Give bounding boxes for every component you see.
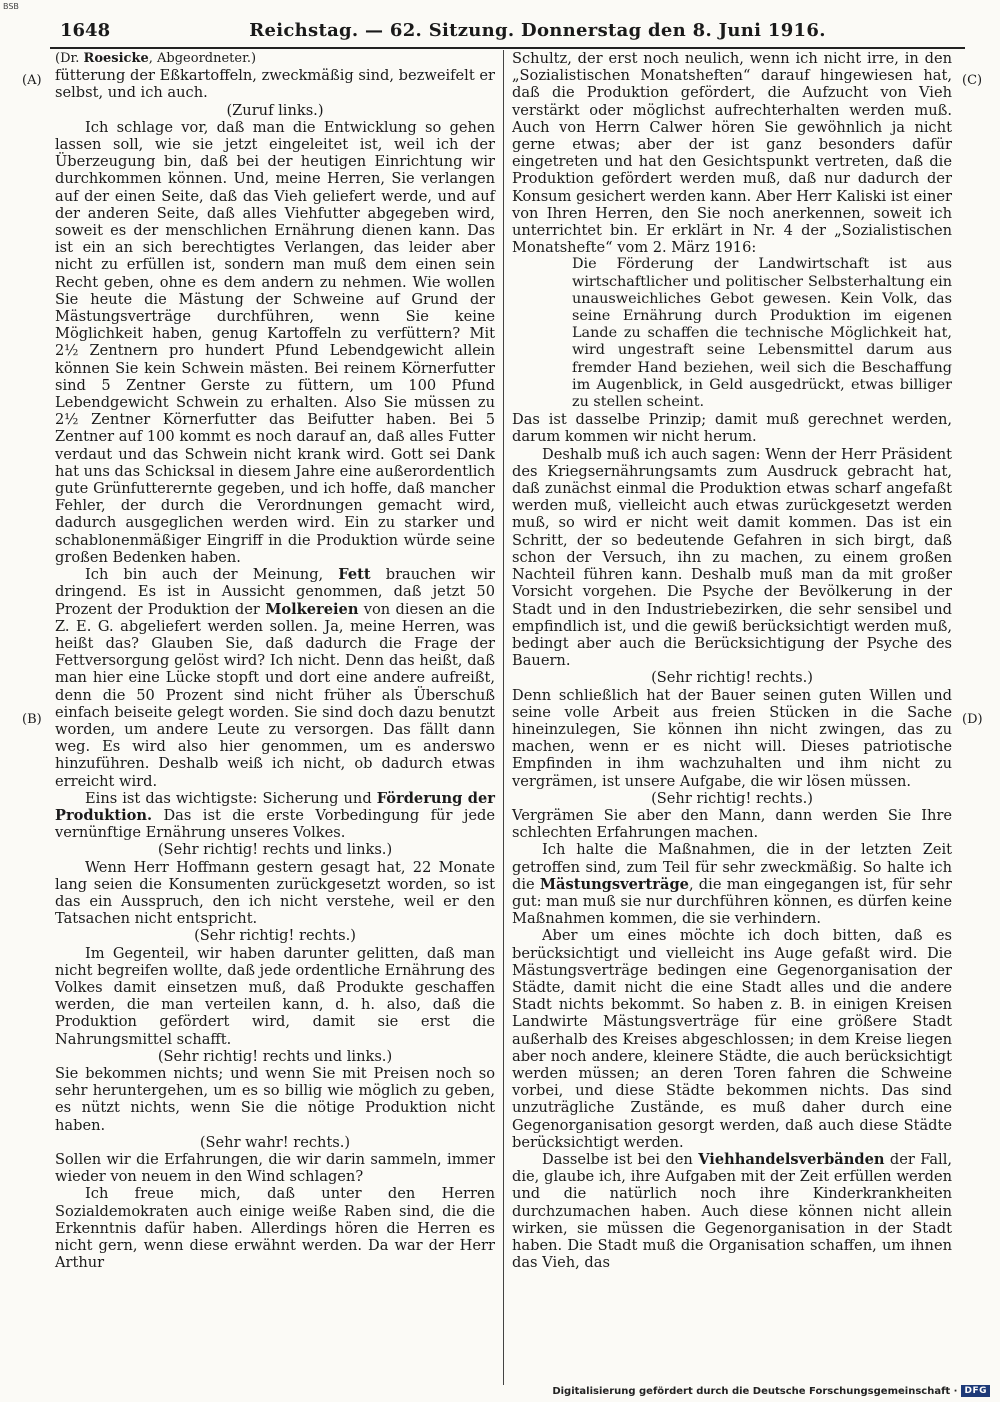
dfg-logo: DFG: [961, 1385, 990, 1397]
interjection: (Sehr wahr! rechts.): [199, 1133, 351, 1151]
speaker-role: , Abgeordneter.): [148, 51, 257, 66]
paragraph: Denn schließlich hat der Bauer seinen guten Willen und seine volle Arbeit aus freien Stücken in die Sache hineinzulegen, Sie können ihn nicht zwingen, das zu machen, wenn er es nicht will. Dieses patriotische Empfinden in ihm wachzuhalten und ihm nicht zu vergrämen, ist unsere Aufgabe, die wir lösen müssen.: [512, 686, 952, 790]
column-divider: [503, 50, 504, 1385]
text-run: Dasselbe ist bei den: [542, 1151, 699, 1168]
speaker-line: [55, 50, 495, 67]
margin-marker-b: (B): [22, 712, 42, 727]
text-run: der Fall, die, glaube ich, ihre Aufgaben mit der Zeit erfüllen werden und die natürlich noch ihre Kinderkrankheiten durchzumachen haben. Auch diese können nicht allein wirken, sie müssen die Gegenorganisation in der Stadt haben. Die Stadt muß die Organisation schaffen, um ihnen das Vieh, das: [512, 1151, 953, 1272]
interjection: (Sehr richtig! rechts.): [651, 789, 813, 807]
paragraph: Sie bekommen nichts; und wenn Sie mit Preisen noch so sehr heruntergehen, um es so billig wie möglich zu geben, es nützt nichts, wenn Sie die nötige Produktion nicht haben.: [55, 1064, 495, 1134]
text-run: brauchen wir dringend. Es ist in Aussicht genommen, daß jetzt 50 Prozent der Produktion der: [55, 566, 495, 618]
text-run: Eins ist das wichtigste: Sicherung und: [85, 789, 377, 807]
keyword-viehhandelsverbaende: Viehhandelsverbänden: [698, 1151, 885, 1168]
page-header: [50, 20, 965, 50]
speaker-prefix: (Dr.: [55, 51, 84, 66]
margin-marker-d: (D): [962, 712, 983, 727]
digitization-footer: [552, 1385, 990, 1397]
page-title: Reichstag. — 62. Sitzung. Donnerstag den 8. Juni 1916.: [249, 20, 826, 41]
keyword-molkereien: Molkereien: [265, 600, 359, 618]
library-stamp: BSB: [3, 2, 19, 11]
header-rule: [50, 47, 965, 49]
paragraph: [512, 841, 952, 927]
text-run: , die man eingegangen ist, für sehr gut: man muß sie nur durchführen können, es dürfen keine Maßnahmen kommen, die sie verhindern.: [512, 875, 952, 928]
paragraph: Das ist dasselbe Prinzip; damit muß gerechnet werden, darum kommen wir nicht herum.: [512, 411, 952, 446]
right-column: [512, 50, 952, 1271]
paragraph: [55, 566, 495, 790]
paragraph: Schultz, der erst noch neulich, wenn ich nicht irre, in den „Sozialistischen Monatsheften“ darauf hingewiesen hat, daß die Produktion gefördert, die Aufzucht von Vieh verstärkt oder möglichst aufrechterhalten werden muß. Auch von Herrn Calwer hören Sie gewöhnlich ja nicht gerne etwas; aber der ist ganz besonders dafür eingetreten und hat den Gesichtspunkt vertreten, daß die Produktion gefördert werden muß, daß nur dadurch der Konsum gesichert werden kann. Aber Herr Kaliski ist einer von Ihren Herren, den Sie noch anerkennen, soweit ich unterrichtet bin. Er erklärt in Nr. 4 der „Sozialistischen Monatshefte“ vom 2. März 1916:: [512, 50, 952, 257]
paragraph: Ich freue mich, daß unter den Herren Sozialdemokraten auch einige weiße Raben sind, die die Erkenntnis dafür haben. Allerdings hören die Herren es nicht gern, wenn diese erwähnt werden. Da war der Herr Arthur: [55, 1185, 495, 1272]
paragraph: fütterung der Eßkartoffeln, zweckmäßig sind, bezweifelt er selbst, und ich auch.: [55, 67, 495, 102]
text-run: von diesen an die Z. E. G. abgeliefert werden sollen. Ja, meine Herren, was heißt das? Glauben Sie, daß dadurch die Frage der Fettversorgung gelöst wird? Ich nicht. Denn das heißt, daß man hier eine Lücke stopft und dort eine andere aufreißt, denn die 50 Prozent sind nicht früher als Überschuß einfach beiseite gelegt worden. Sie sind doch dazu benutzt worden, um andere Leute zu versorgen. Das fällt dann weg. Es wird also hier genommen, um es anderswo hinzuführen. Deshalb weiß ich nicht, ob dadurch etwas erreicht wird.: [55, 600, 495, 790]
paragraph: Aber um eines möchte ich doch bitten, daß es berücksichtigt und vielleicht ins Auge gefaßt wird. Die Mästungsverträge bedingen eine Gegenorganisation der Städte, damit nicht die eine Stadt alles und die andere Stadt nichts bekommt. So haben z. B. in einigen Kreisen Landwirte Mästungsverträge für eine größere Stadt außerhalb des Kreises abgeschlossen; in dem Kreise liegen aber noch andere, kleinere Städte, die auch berücksichtigt werden müssen; an deren Toren fahren die Schweine vorbei, und diese Städte bekommen nichts. Das sind unzuträgliche Zustände, es muß daher durch eine Gegenorganisation gesorgt werden, daß auch diese Städte berücksichtigt werden.: [512, 927, 952, 1151]
interjection: (Sehr richtig! rechts und links.): [157, 841, 393, 859]
text-run: Ich bin auch der Meinung,: [85, 566, 339, 584]
paragraph: Im Gegenteil, wir haben darunter gelitten, daß man nicht begreifen wollte, daß jede ordentliche Ernährung des Volkes damit einsetzen muß, daß Produkte geschaffen werden, die man verteilen kann, d. h. also, daß die Produktion gefördert wird, damit sie erst die Nahrungsmittel schafft.: [55, 944, 495, 1048]
keyword-maestungsvertraege: Mästungsverträge: [539, 875, 689, 893]
paragraph: Sollen wir die Erfahrungen, die wir darin sammeln, immer wieder von neuem in den Wind schlagen?: [55, 1151, 495, 1186]
left-column: [55, 50, 495, 1271]
margin-marker-a: (A): [22, 73, 42, 88]
paragraph: Ich schlage vor, daß man die Entwicklung so gehen lassen soll, wie sie jetzt eingeleitet ist, weil ich der Überzeugung bin, daß bei der heutigen Einrichtung wir durchkommen können. Und, meine Herren, Sie verlangen auf der einen Seite, daß das Vieh geliefert werde, und auf der anderen Seite, daß alles Viehfutter abgegeben wird, soweit es der menschlichen Ernährung dienen kann. Das ist ein an sich berechtigtes Verlangen, das leider aber nicht zu erfüllen ist, sondern man muß dem einen sein Recht geben, ohne es dem andern zu nehmen. Wie wollen Sie heute die Mästung der Schweine auf Grund der Mästungsverträge durchführen, wenn Sie keine Möglichkeit haben, genug Kartoffeln zu verfüttern? Mit 2½ Zentnern pro hundert Pfund Lebendgewicht allein können Sie kein Schwein mästen. Bei reinem Körnerfutter sind 5 Zentner Gerste zu füttern, um 100 Pfund Lebendgewicht Schwein zu erhalten. Also Sie müssen zu 2½ Zentner Körnerfutter das Beifutter haben. Bei 5 Zentner auf 100 kommt es noch darauf an, daß alles Futter verdaut und das Schwein nicht krank wird. Gott sei Dank hat uns das Schicksal in diesem Jahre eine außerordentlich gute Grünfutterernte gegeben, und ich hoffe, daß mancher Fehler, der durch die Verordnungen gemacht wird, dadurch ausgeglichen werden wird. Ein zu starker und schablonenmäßiger Eingriff in die Produktion würde seine großen Bedenken haben.: [55, 118, 495, 566]
paragraph: [55, 790, 495, 842]
keyword-fett: Fett: [338, 566, 371, 584]
text-run: Das ist die erste Vorbedingung für jede vernünftige Ernährung unseres Volkes.: [55, 806, 495, 842]
paragraph: Wenn Herr Hoffmann gestern gesagt hat, 22 Monate lang seien die Konsumenten zurückgesetzt worden, so ist das ein Ausspruch, den ich nicht verstehe, weil er den Tatsachen nicht entspricht.: [55, 858, 495, 928]
speaker-name: Roesicke: [83, 51, 149, 66]
block-quote: Die Förderung der Landwirtschaft ist aus wirtschaftlicher und politischer Selbsterhaltung ein unausweichliches Gebot gewesen. Kein Volk, das seine Ernährung durch Produktion im eigenen Lande zu schaffen die technische Möglichkeit hat, wird ungestraft seine Lebensmittel darum aus fremder Hand beziehen, weil sich die Beschaffung im Augenblick, in Geld ausgedrückt, etwas billiger zu stellen scheint.: [572, 256, 952, 411]
interjection: (Sehr richtig! rechts.): [194, 927, 356, 945]
footer-text: Digitalisierung gefördert durch die Deutsche Forschungsgemeinschaft ·: [552, 1385, 958, 1397]
interjection: (Sehr richtig! rechts und links.): [157, 1047, 393, 1065]
text-run: Ich halte die Maßnahmen, die in der letzten Zeit getroffen sind, zum Teil für sehr zweckmäßig. So halte ich die: [512, 841, 952, 893]
page-number: 1648: [60, 20, 111, 41]
keyword-foerderung: Förderung der Produktion.: [55, 789, 495, 824]
paragraph: Deshalb muß ich auch sagen: Wenn der Herr Präsident des Kriegsernährungsamts zum Ausdruck gebracht hat, daß zunächst einmal die Produktion etwas scharf angefaßt werden muß, vielleicht auch etwas zurückgesetzt werden muß, so wird er nicht weit damit kommen. Das ist ein Schritt, der so bedeutende Gefahren in sich birgt, daß schon der Versuch, ihn zu machen, zu einem großen Nachteil führen kann. Deshalb muß man da mit großer Vorsicht vorgehen. Die Psyche der Bevölkerung in der Stadt und in den Industriebezirken, die sehr sensibel und empfindlich ist, und die gewiß berücksichtigt werden muß, bedingt aber auch die Berücksichtigung der Psyche des Bauern.: [512, 445, 952, 670]
paragraph: Vergrämen Sie aber den Mann, dann werden Sie Ihre schlechten Erfahrungen machen.: [512, 806, 952, 842]
margin-marker-c: (C): [962, 73, 983, 88]
interjection: (Sehr richtig! rechts.): [651, 669, 813, 687]
paragraph: [512, 1151, 952, 1271]
interjection: (Zuruf links.): [226, 101, 324, 119]
